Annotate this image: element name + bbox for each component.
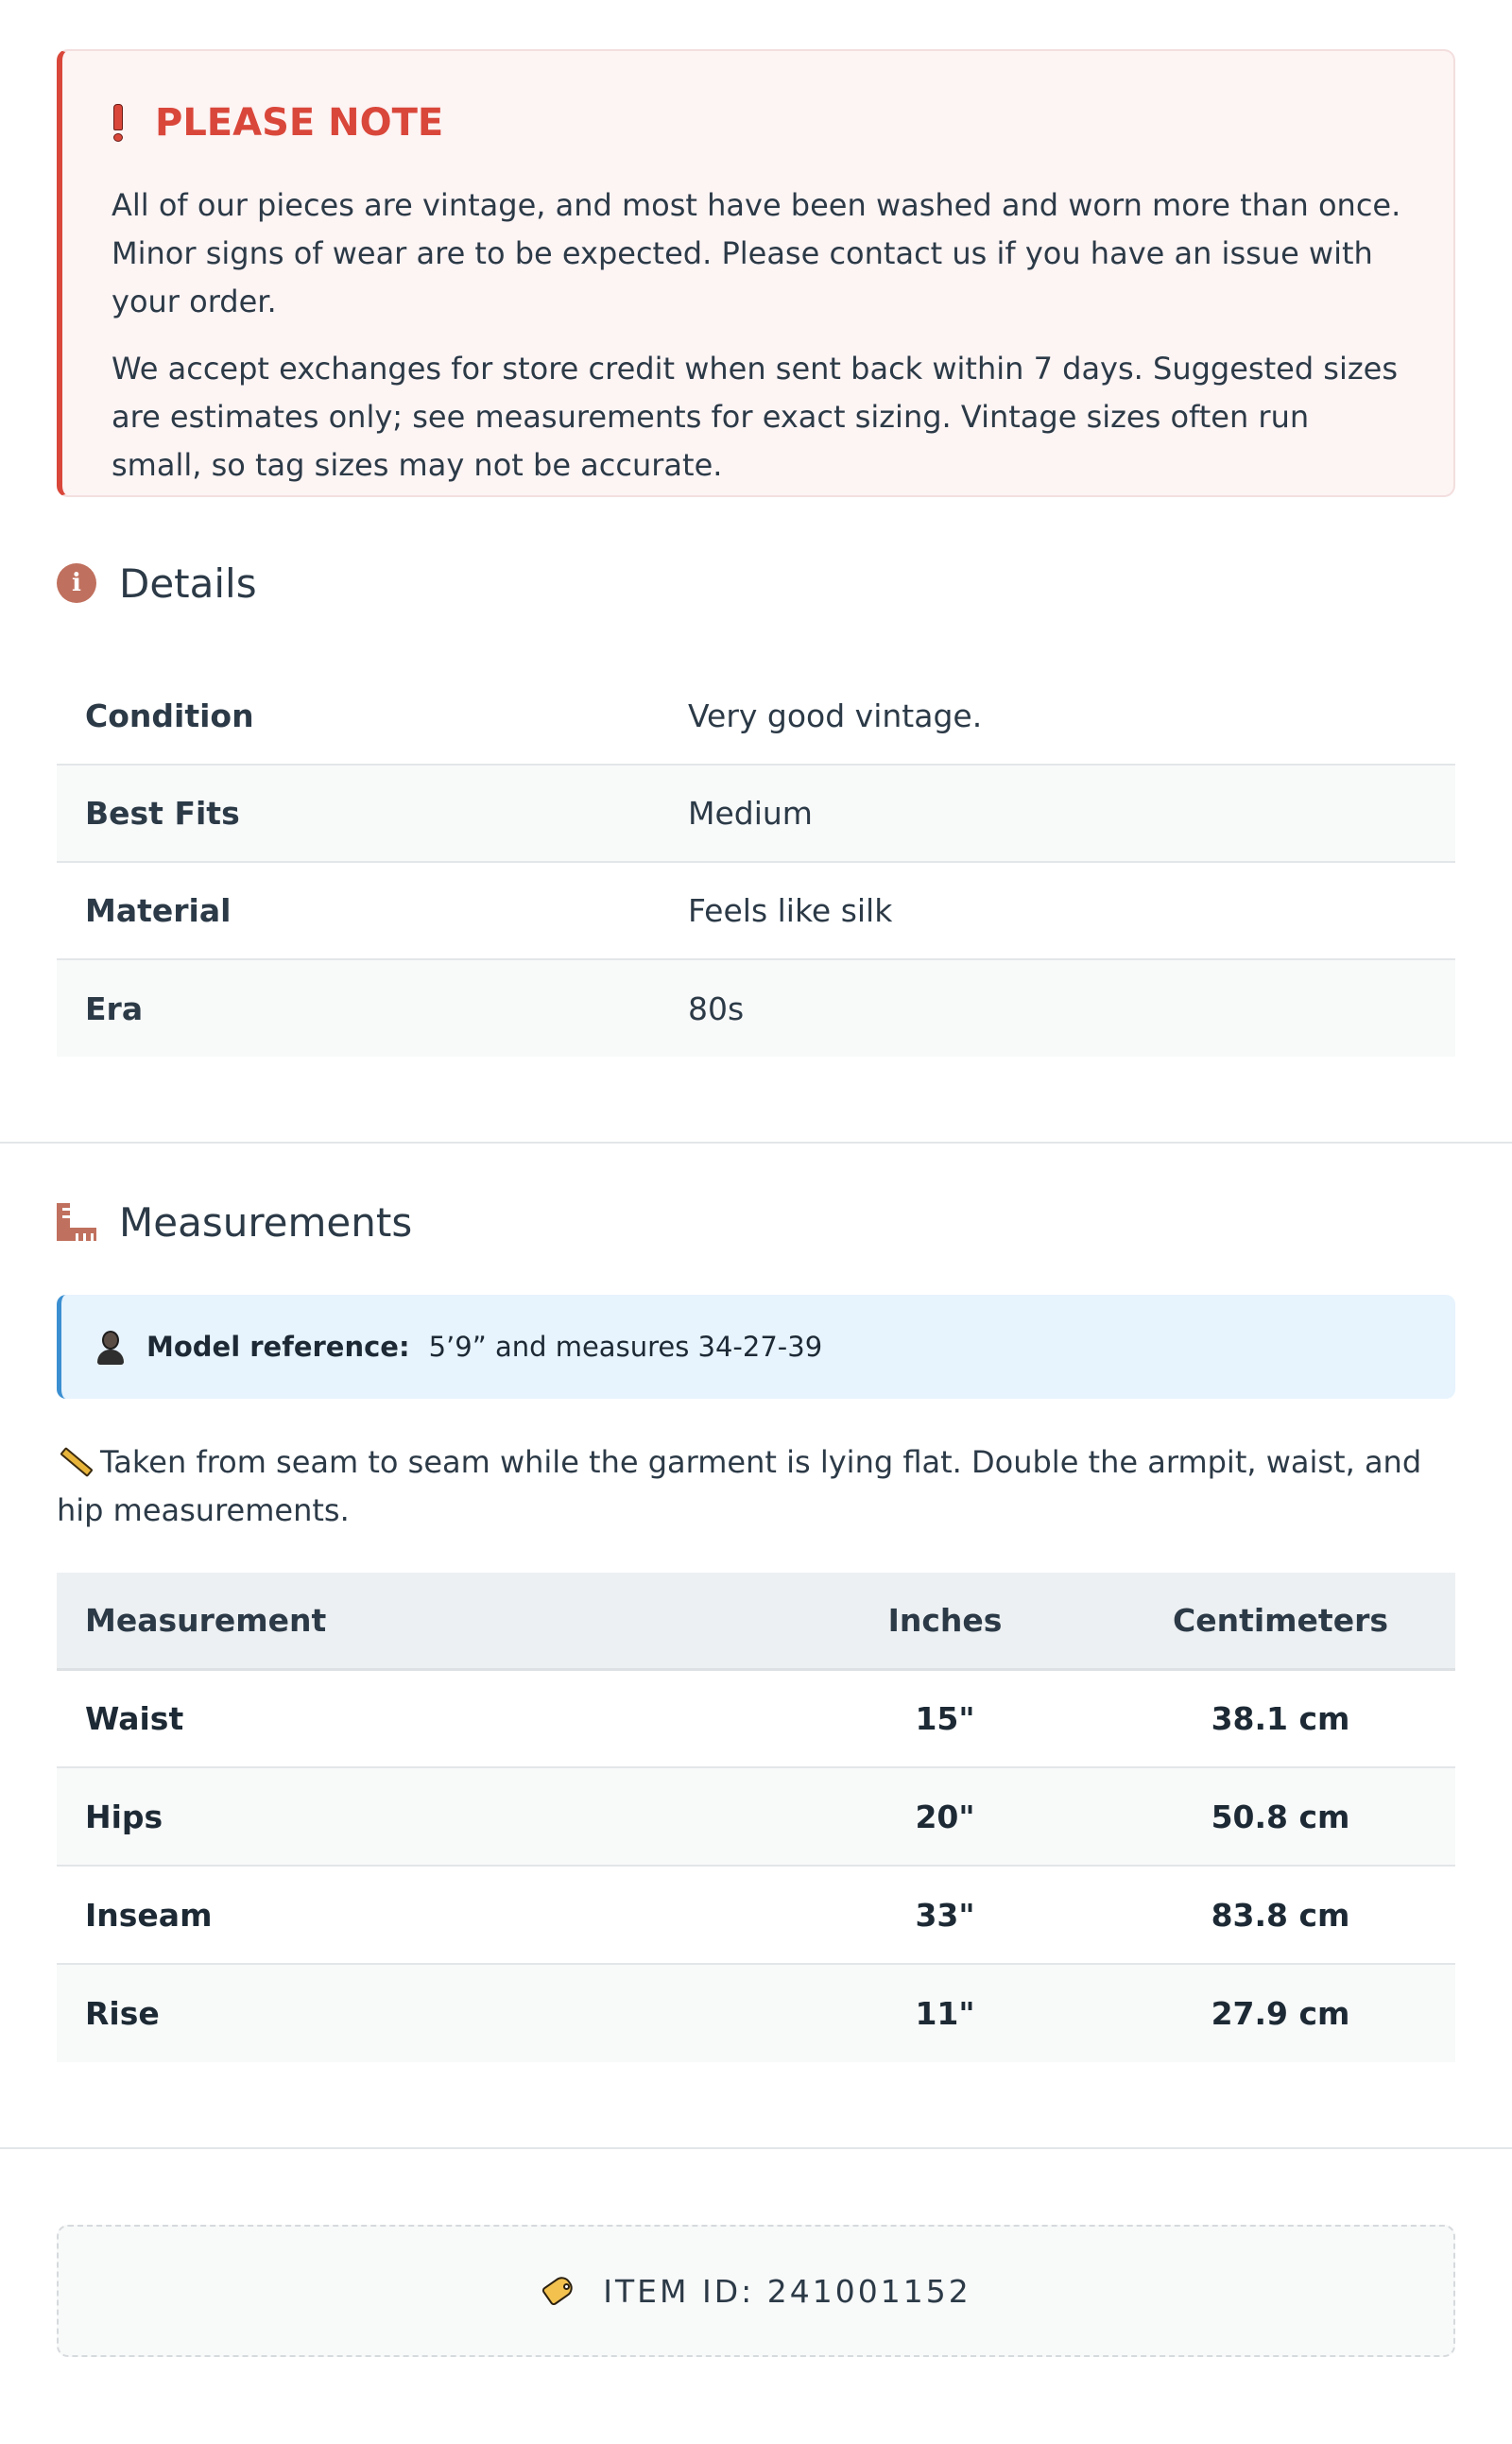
details-label: Best Fits (57, 765, 658, 862)
table-row (57, 1964, 1455, 2062)
details-value: 80s (658, 959, 1455, 1057)
details-heading (57, 559, 1455, 607)
measurement-name: Hips (57, 1767, 784, 1866)
details-value: Feels like silk (658, 862, 1455, 959)
tag-icon (541, 2274, 578, 2308)
model-reference-box (57, 1295, 1455, 1399)
item-id-box (57, 2225, 1455, 2357)
table-row (57, 667, 1455, 765)
column-header: Inches (784, 1573, 1106, 1669)
measurement-name: Rise (57, 1964, 784, 2062)
table-row (57, 765, 1455, 862)
measurements-table (57, 1573, 1455, 2062)
measurement-cm: 38.1 cm (1106, 1669, 1455, 1767)
pencil-icon (57, 1444, 94, 1476)
measurement-cm: 27.9 cm (1106, 1964, 1455, 2062)
measurement-inches: 11" (784, 1964, 1106, 2062)
measurement-name: Inseam (57, 1866, 784, 1964)
column-header: Centimeters (1106, 1573, 1455, 1669)
please-note-box (57, 49, 1455, 497)
exclamation-icon (112, 104, 125, 142)
details-heading-text: Details (119, 559, 257, 607)
notice-title (112, 102, 1404, 144)
section-divider (0, 1142, 1512, 1144)
table-row (57, 1866, 1455, 1964)
content-column (57, 49, 1455, 1057)
measurement-inches: 15" (784, 1669, 1106, 1767)
table-row (57, 862, 1455, 959)
column-header: Measurement (57, 1573, 784, 1669)
details-value: Very good vintage. (658, 667, 1455, 765)
measurement-inches: 33" (784, 1866, 1106, 1964)
measurements-heading-text: Measurements (119, 1198, 413, 1246)
ruler-icon (57, 1203, 96, 1241)
details-label: Material (57, 862, 658, 959)
notice-title-text: PLEASE NOTE (155, 101, 444, 145)
content-column (57, 2225, 1455, 2357)
content-column (57, 1198, 1455, 2062)
table-row (57, 1767, 1455, 1866)
measurement-cm: 83.8 cm (1106, 1866, 1455, 1964)
measurement-name: Waist (57, 1669, 784, 1767)
person-icon (95, 1329, 126, 1365)
section-divider (0, 2147, 1512, 2149)
model-reference-label: Model reference: (146, 1331, 410, 1363)
measurement-note (57, 1438, 1455, 1535)
details-label: Era (57, 959, 658, 1057)
details-value: Medium (658, 765, 1455, 862)
details-label: Condition (57, 667, 658, 765)
product-info-page (0, 49, 1512, 2357)
measurement-inches: 20" (784, 1767, 1106, 1866)
table-header-row (57, 1573, 1455, 1669)
notice-paragraph: All of our pieces are vintage, and most have been washed and worn more than once. Minor signs of wear are to be expected. Please contact us if you have an issue with your order. (112, 187, 1401, 319)
details-table (57, 667, 1455, 1057)
info-icon: i (57, 563, 96, 603)
measurement-cm: 50.8 cm (1106, 1767, 1455, 1866)
table-row (57, 1669, 1455, 1767)
notice-paragraph: We accept exchanges for store credit when sent back within 7 days. Suggested sizes are estimates only; see measurements for exact sizing. Vintage sizes often run small, so tag sizes may not be accurate. (112, 351, 1399, 483)
measurement-note-text: Taken from seam to seam while the garment is lying flat. Double the armpit, waist, and hip measurements. (57, 1444, 1422, 1528)
model-reference-value: 5’9” and measures 34-27-39 (428, 1331, 823, 1363)
item-id-text: ITEM ID: 241001152 (603, 2272, 971, 2310)
measurements-heading (57, 1198, 1455, 1246)
table-row (57, 959, 1455, 1057)
